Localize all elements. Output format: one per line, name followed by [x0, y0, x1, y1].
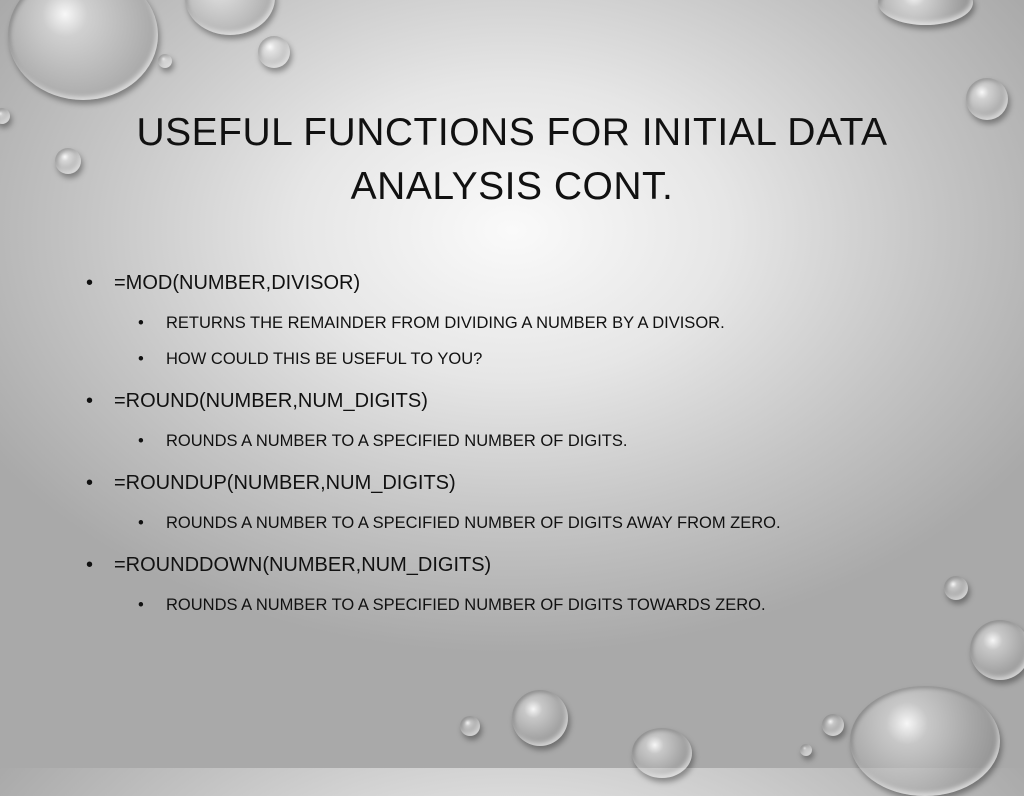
title-line-1: USEFUL FUNCTIONS FOR INITIAL DATA: [136, 111, 888, 154]
bullet-list: [86, 270, 956, 634]
droplet-icon: [8, 0, 158, 100]
droplet-icon: [185, 0, 275, 35]
droplet-icon: [632, 728, 692, 778]
droplet-icon: [966, 78, 1008, 120]
bullet-mod: • =MOD(NUMBER,DIVISOR): [86, 270, 956, 296]
sub-bullet-mod-question: • HOW COULD THIS BE USEFUL TO YOU?: [138, 348, 956, 370]
bullet-group-roundup: [86, 470, 956, 534]
droplet-icon: [822, 714, 844, 736]
droplet-icon: [158, 54, 172, 68]
bullet-group-mod: [86, 270, 956, 370]
sub-bullet-roundup-description: • ROUNDS A NUMBER TO A SPECIFIED NUMBER OF DIGITS AWAY FROM ZERO.: [138, 512, 956, 534]
bullet-round: • =ROUND(NUMBER,NUM_DIGITS): [86, 388, 956, 414]
sub-bullet-rounddown-description: • ROUNDS A NUMBER TO A SPECIFIED NUMBER OF DIGITS TOWARDS ZERO.: [138, 594, 956, 616]
droplet-icon: [970, 620, 1024, 680]
bullet-group-rounddown: [86, 552, 956, 616]
slide-title: [80, 106, 944, 214]
droplet-icon: [512, 690, 568, 746]
bullet-rounddown: • =ROUNDDOWN(NUMBER,NUM_DIGITS): [86, 552, 956, 578]
droplet-icon: [878, 0, 973, 25]
droplet-icon: [460, 716, 480, 736]
bullet-roundup: • =ROUNDUP(NUMBER,NUM_DIGITS): [86, 470, 956, 496]
bullet-group-round: [86, 388, 956, 452]
title-line-2: ANALYSIS CONT.: [350, 165, 674, 208]
sub-bullet-round-description: • ROUNDS A NUMBER TO A SPECIFIED NUMBER OF DIGITS.: [138, 430, 956, 452]
sub-bullet-mod-description: • RETURNS THE REMAINDER FROM DIVIDING A NUMBER BY A DIVISOR.: [138, 312, 956, 334]
droplet-icon: [0, 108, 10, 124]
droplet-icon: [850, 686, 1000, 796]
droplet-icon: [55, 148, 81, 174]
droplet-icon: [258, 36, 290, 68]
droplet-icon: [800, 744, 812, 756]
